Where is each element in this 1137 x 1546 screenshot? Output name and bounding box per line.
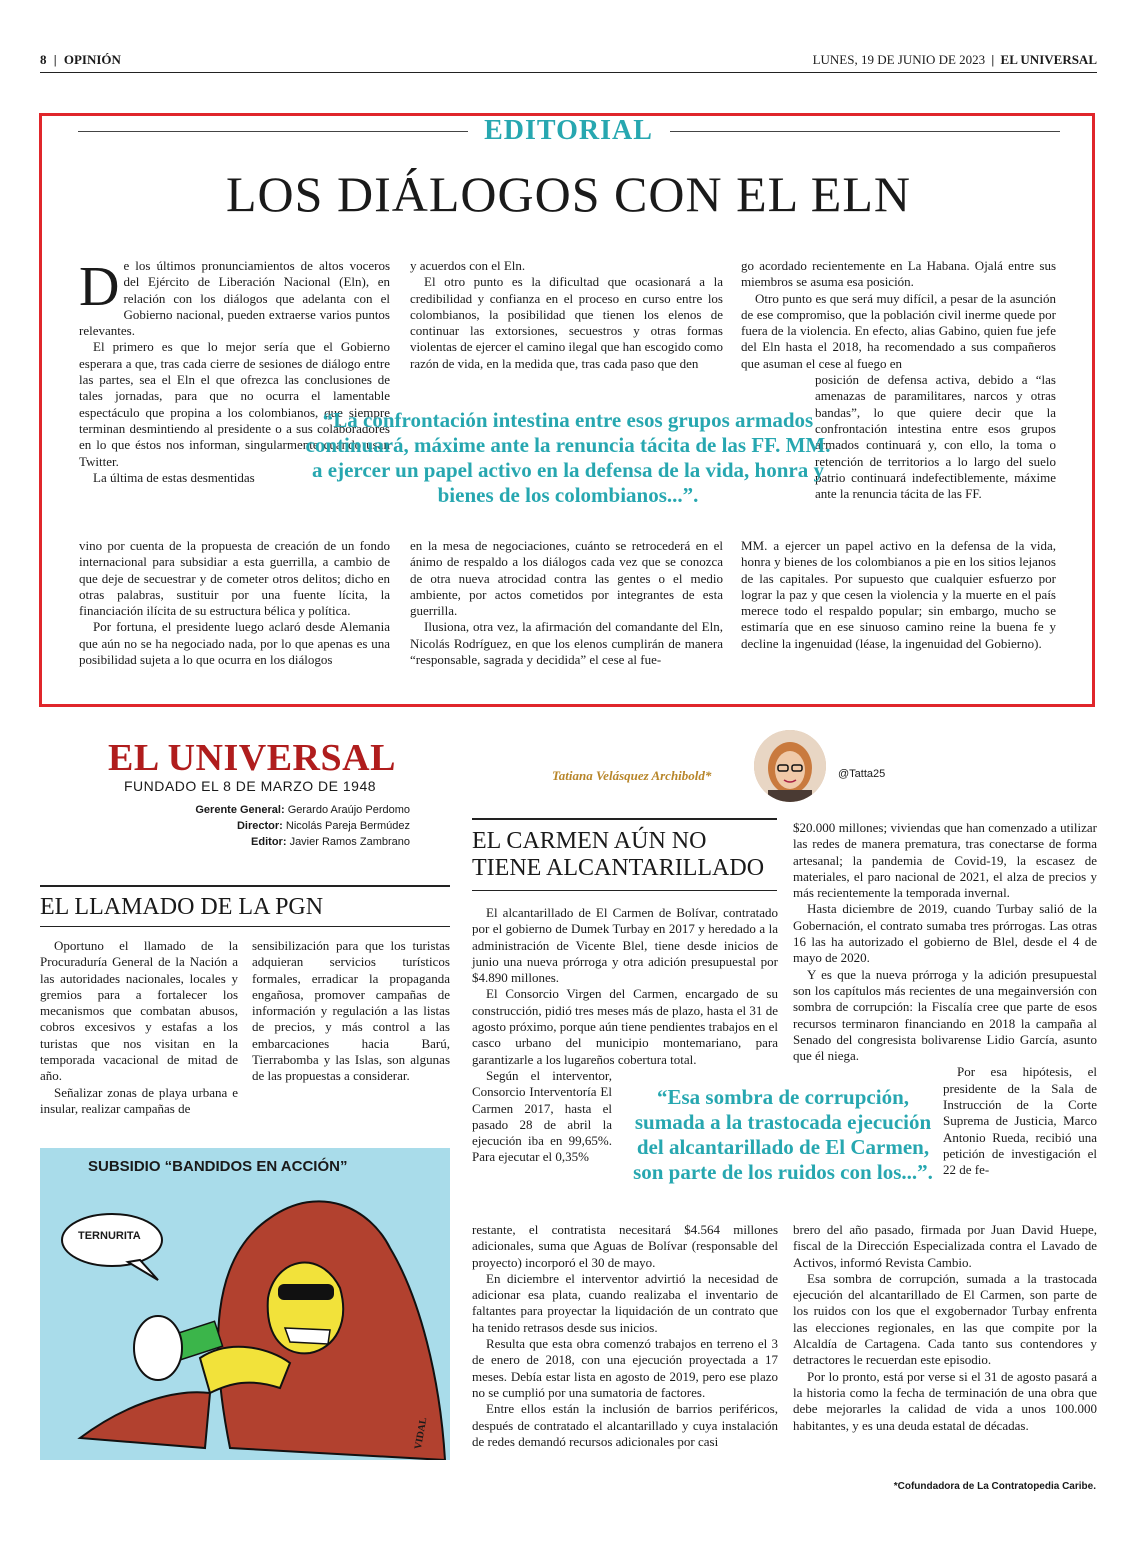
section-rule (40, 885, 450, 887)
staff-line (90, 820, 410, 832)
paragraph: El otro punto es la dificultad que ocasionará a la credibilidad y confianza en el proceso en curso entre los colombianos, la posibilidad que tienen los elenos de continuar las extorsiones, secuestros y otras formas violentas de ejercer el camino ilegal que han escogido como razón de vida, en la medida que, tras cada paso que den (410, 274, 723, 371)
paragraph: Otro punto es que será muy difícil, a pesar de la asunción de ese compromiso, que la población civil inerme quede por fuera de la violencia. En efecto, alias Gabino, quien fue jefe del Eln hasta el 2018, ha recomendado a sus compañeros que asuman el cese al fuego en (741, 290, 1056, 371)
author-handle: @Tatta25 (838, 768, 886, 780)
page-folio: 8 | OPINIÓN (40, 52, 121, 67)
staff-role: Director: (236, 820, 283, 832)
paragraph: sensibilización para que los turistas adquieran servicios turísticos formales, erradicar la propaganda engañosa, promover campañas de información y regulación a las listas de precios, y más control a las embarcaciones hacia Barú, Tierrabomba y las Islas, son algunas de las propuestas a considerar. (252, 938, 450, 1084)
section-rule (472, 818, 777, 820)
section-rule (472, 890, 777, 891)
staff-name: Javier Ramos Zambrano (289, 836, 410, 848)
paragraph: $20.000 millones; viviendas que han comenzado a utilizar las redes de manera prematura, tras conectarse de forma artesanal; la pandemia de Covid-19, la escasez de materiales, el paro nacional de 2021, el alza de precios y más recientemente la temporada invernal. (793, 820, 1097, 901)
issue-date: LUNES, 19 DE JUNIO DE 2023 (812, 52, 986, 67)
masthead-brand: EL UNIVERSAL (108, 737, 396, 779)
cartoon-drawing (40, 1148, 450, 1460)
paragraph: MM. a ejercer un papel activo en la defensa de la vida, honra y bienes de los colombianos a pie en los sitios lejanos de las capitales. Por supuesto que cualquier esfuerzo por lograr la paz y que cesen la violencia y la muerte en el país merece todo el respaldo popular; sin embargo, mucho se estimaría que en ese sinuoso camino reine la buena fe y decline la ingenuidad (léase, la ingenuidad del Gobierno). (741, 538, 1056, 651)
editorial-cartoon (40, 1148, 450, 1460)
paragraph: Y es que la nueva prórroga y la adición presupuestal son los capítulos más recientes de una megainversión con sombra de corrupción: la Fiscalía cree que parte de esos recursos terminaron financiando en 2018 la campaña al Senado del congresista bolivarense Lidio García, asunto que él niega. (793, 966, 1097, 1064)
column-col2-bottom (793, 1222, 1097, 1434)
author-avatar (754, 730, 826, 802)
staff-line (90, 836, 410, 848)
cartoon-speech-bubble: TERNURITA (78, 1230, 141, 1242)
column-headline: EL CARMEN AÚN NO TIENE ALCANTARILLADO (472, 828, 765, 881)
cartoon-signature: VIDAL (412, 1416, 430, 1451)
staff-name: Nicolás Pareja Bermúdez (285, 820, 410, 832)
column-footnote: *Cofundadora de La Contratopedia Caribe. (893, 1481, 1096, 1492)
paragraph: Por fortuna, el presidente luego aclaró desde Alemania que aún no se ha negociado nada, por lo que apenas es una posibilidad sujeta a lo que ocurra en los diálogos (79, 619, 390, 668)
paragraph: e los últimos pronunciamientos de altos voceros del Ejército de Liberación Nacional (Eln), en relación con los diálogos que adelanta con el Gobierno nacional, pueden extraerse varios puntos relevantes. (79, 258, 390, 339)
column-author: Tatiana Velásquez Archibold* (552, 768, 712, 783)
column-pull-quote: “Esa sombra de corrupción, sumada a la trastocada ejecución del alcantarillado de El Carmen, son parte de los ruidos con los...”. (633, 1085, 933, 1184)
paragraph: restante, el contratista necesitará $4.564 millones adicionales, suma que Aguas de Bolívar (responsable del proyecto) incorporó el 30 de mayo. (472, 1222, 778, 1270)
paragraph: Esa sombra de corrupción, sumada a la trastocada ejecución del alcantarillado de El Carmen, son parte de los ruidos con los que el exgobernador Turbay enfrenta las elecciones regionales, en las que compite por la Alcaldía de Cartagena. Cada tanto sus contendores y detractores le recuerdan este episodio. (793, 1270, 1097, 1368)
paragraph: Por esa hipótesis, el presidente de la Sala de Instrucción de la Corte Suprema de Justicia, Marco Antonio Rueda, recibió una petición de investigación el 22 de fe- (943, 1064, 1097, 1178)
drop-cap: D (79, 256, 120, 318)
editorial-col1-bottom (79, 538, 390, 668)
paragraph: Oportuno el llamado de la Procuraduría General de la Nación a las autoridades nacionales, locales y gremios para a fortalecer los mecanismos que combatan abusos, cobros excesivos y estafas a los turistas que nos visitan en la temporada vacacional de mitad de año. (40, 938, 238, 1084)
paragraph: El alcantarillado de El Carmen de Bolívar, contratado por el gobierno de Dumek Turbay en 2017 y heredado a la administración de Vicente Blel, tiene desde inicios de junio una nueva prórroga y otra adición presupuestal por $4.890 millones. (472, 905, 778, 986)
pgn-headline: EL LLAMADO DE LA PGN (40, 894, 324, 920)
section-name: OPINIÓN (63, 52, 121, 67)
paragraph: Ilusiona, otra vez, la afirmación del comandante del Eln, Nicolás Rodríguez, en que los elenos cumplirán de manera “responsable, sagrada y decidida” el cese al fue- (410, 619, 723, 668)
editorial-pull-quote: “La confrontación intestina entre esos grupos armados continuará, máxime ante la renuncia tácita de las FF. MM. a ejercer un papel activo en la defensa de la vida, honra y bienes de los colombianos...”. (305, 408, 831, 507)
author-portrait-icon (754, 730, 826, 802)
pgn-col2 (252, 938, 450, 1085)
editorial-label: EDITORIAL (484, 115, 653, 146)
paragraph: Por lo pronto, está por verse si el 31 de agosto pasará a la historia como la fecha de terminación de una obra que debe mejorarles la calidad de vida a unos 100.000 habitantes, y es una deuda estatal de décadas. (793, 1368, 1097, 1433)
editorial-col2-top (410, 258, 723, 372)
paper-name: EL UNIVERSAL (1000, 52, 1097, 67)
paragraph: El Consorcio Virgen del Carmen, encargado de su construcción, pidió tres meses más de plazo, hasta el 31 de agosto próximo, porque aún tiene pendientes trabajos en el casco urbano del municipio montemariano, para garantizarle a los lugareños cobertura total. (472, 986, 778, 1067)
paragraph: La última de estas desmentidas (93, 469, 255, 485)
pgn-col1 (40, 938, 238, 1117)
editorial-col3-bottom (741, 538, 1056, 652)
section-rule (40, 926, 450, 927)
paragraph: Hasta diciembre de 2019, cuando Turbay salió de la Gobernación, el contrato sumaba tres prórrogas. Las otras 16 las ha autorizado el gobierno de Blel, desde el 4 de mayo de 2020. (793, 901, 1097, 966)
paragraph: Según el interventor, Consorcio Interventoría El Carmen 2017, hasta el pasado 28 de abril la ejecución iba en 99,65%. Para ejecutar el 0,35% (472, 1067, 612, 1165)
paragraph: vino por cuenta de la propuesta de creación de un fondo internacional para subsidiar a esta guerrilla, a cambio de que deje de secuestrar y de cometer otros delitos; dicho en otras palabras, sustituir por una fuente lícita, la financiación ilícita de su estructura bélica y política. (79, 538, 390, 619)
page-number: 8 (40, 52, 47, 67)
editorial-headline: LOS DIÁLOGOS CON EL ELN (226, 166, 911, 222)
editorial-col2-bottom (410, 538, 723, 668)
page-dateline: LUNES, 19 DE JUNIO DE 2023 | EL UNIVERSAL (812, 52, 1097, 67)
masthead-founded: FUNDADO EL 8 DE MARZO DE 1948 (124, 778, 377, 794)
paragraph: Resulta que esta obra comenzó trabajos en terreno el 3 de enero de 2018, con una ejecución proyectada a 17 meses. Debía estar lista en agosto de 2019, pero ese plazo no se cumplió por una sumatoria de factores. (472, 1336, 778, 1400)
paragraph: posición de defensa activa, debido a “las amenazas de paramilitares, narcos y otras bandas”, lo que quiere decir que la confrontación intestina entre esos grupos armados continuará y, con ello, la toma o retención de territorios a lo largo del suelo patrio continuará indefectiblemente, máxime ante la renuncia tácita de las FF. (815, 372, 1056, 502)
cartoon-caption: SUBSIDIO “BANDIDOS EN ACCIÓN” (88, 1158, 348, 1175)
paragraph: y acuerdos con el Eln. (410, 258, 526, 273)
staff-role: Editor: (251, 836, 287, 848)
paragraph: El primero es que lo mejor sería que el Gobierno esperara a que, tras cada cierre de sesiones de diálogo entre las partes, sea el Eln el que ofrezca las conclusiones de tales jornadas, para que no ocurra el lamentable espectáculo que propina a los colombianos, que siempre terminan desmintiendo al presidente o a sus colaboradores en lo que éstos nos informan, singularmente cuando usan Twitter. (79, 339, 390, 469)
paragraph: go acordado recientemente en La Habana. Ojalá entre sus miembros se asuma esa posición. (741, 258, 1056, 290)
staff-role: Gerente General: (195, 804, 285, 816)
paragraph: Entre ellos están la inclusión de barrios periféricos, después de contratado el alcantarillado y cuya instalación de redes demandó recursos adicionales por casi (472, 1401, 778, 1449)
staff-name: Gerardo Araújo Perdomo (287, 804, 410, 816)
header-rule (40, 72, 1097, 73)
paragraph: en la mesa de negociaciones, cuánto se retrocederá en el ánimo de respaldo a los diálogos cada vez que se conozca de otra nueva atrocidad contra las gentes o el medio ambiente, por actos cometidos por integrantes de esta guerrilla. (410, 538, 723, 619)
staff-line (90, 804, 410, 816)
paragraph: Señalizar zonas de playa urbana e insular, realizar campañas de (40, 1084, 238, 1116)
column-col1-bottom (472, 1222, 778, 1450)
paragraph: brero del año pasado, firmada por Juan David Huepe, fiscal de la Dirección Especializada contra el Lavado de Activos, informó Revista Cambio. (793, 1222, 1097, 1270)
paragraph: En diciembre el interventor advirtió la necesidad de adicionar esa plata, cuando realizaba el inventario de faltantes para proyectar la liquidación de un contrato que ha tenido retrasos desde sus inicios. (472, 1270, 778, 1335)
